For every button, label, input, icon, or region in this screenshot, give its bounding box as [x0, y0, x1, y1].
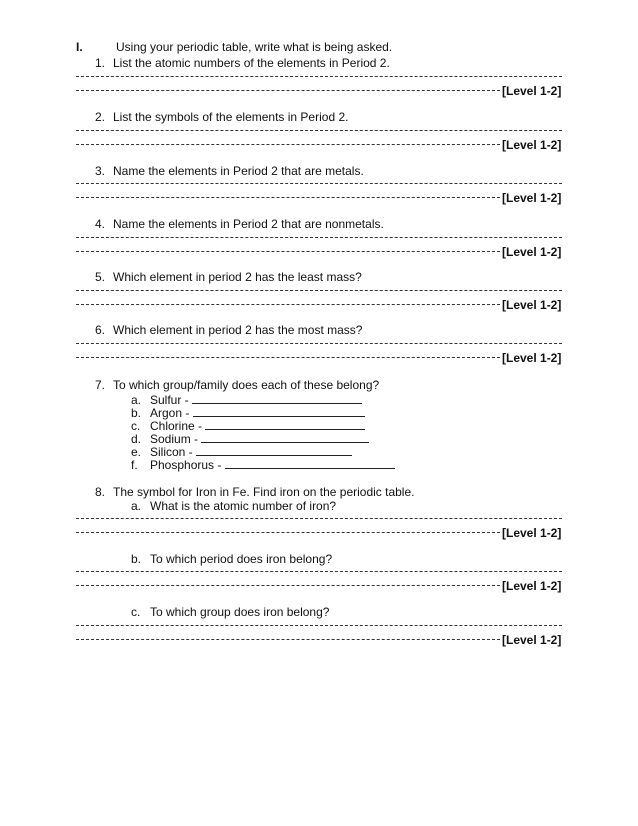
list-item [150, 419, 365, 433]
sub-question-b-letter: b. [131, 552, 142, 566]
question-8-text: The symbol for Iron in Fe. Find iron on the periodic table. [113, 485, 415, 499]
answer-blank[interactable] [193, 406, 365, 417]
element-label: Phosphorus - [150, 458, 222, 472]
list-item [150, 445, 352, 459]
answer-blank[interactable] [205, 419, 365, 430]
answer-line [76, 76, 562, 77]
question-6-number: 6. [95, 323, 106, 337]
list-item-letter: b. [131, 406, 142, 420]
answer-line [76, 639, 500, 640]
level-label: [Level 1-2] [502, 298, 562, 312]
answer-line [76, 625, 562, 626]
question-6-text: Which element in period 2 has the most mass? [113, 323, 363, 337]
answer-line [76, 357, 500, 358]
list-item [150, 393, 362, 407]
question-3-text: Name the elements in Period 2 that are metals. [113, 164, 364, 178]
list-item-letter: a. [131, 393, 142, 407]
answer-blank[interactable] [192, 393, 362, 404]
sub-question-c-letter: c. [131, 605, 141, 619]
answer-line [76, 90, 500, 91]
answer-line [76, 130, 562, 131]
level-label: [Level 1-2] [502, 526, 562, 540]
answer-blank[interactable] [196, 445, 352, 456]
question-1-number: 1. [95, 56, 106, 70]
element-label: Chlorine - [150, 419, 203, 433]
question-2-text: List the symbols of the elements in Period 2. [113, 110, 349, 124]
section-numeral: I. [76, 40, 83, 54]
element-label: Silicon - [150, 445, 193, 459]
list-item [150, 458, 395, 472]
sub-question-a-text: What is the atomic number of iron? [150, 499, 337, 513]
question-1-text: List the atomic numbers of the elements in Period 2. [113, 56, 390, 70]
question-5-number: 5. [95, 270, 106, 284]
answer-line [76, 343, 562, 344]
answer-line [76, 532, 500, 533]
list-item [150, 432, 369, 446]
list-item-letter: d. [131, 432, 142, 446]
answer-line [76, 585, 500, 586]
section-instruction: Using your periodic table, write what is being asked. [116, 40, 393, 54]
answer-line [76, 290, 562, 291]
sub-question-b-text: To which period does iron belong? [150, 552, 333, 566]
element-label: Sulfur - [150, 393, 189, 407]
question-3-number: 3. [95, 164, 106, 178]
question-4-number: 4. [95, 217, 106, 231]
answer-line [76, 237, 562, 238]
answer-blank[interactable] [225, 458, 395, 469]
question-8-number: 8. [95, 485, 106, 499]
question-4-text: Name the elements in Period 2 that are nonmetals. [113, 217, 384, 231]
list-item-letter: c. [131, 419, 141, 433]
question-5-text: Which element in period 2 has the least mass? [113, 270, 362, 284]
answer-blank[interactable] [201, 432, 369, 443]
element-label: Argon - [150, 406, 190, 420]
question-2-number: 2. [95, 110, 106, 124]
element-label: Sodium - [150, 432, 199, 446]
level-label: [Level 1-2] [502, 138, 562, 152]
list-item-letter: e. [131, 445, 142, 459]
answer-line [76, 304, 500, 305]
level-label: [Level 1-2] [502, 351, 562, 365]
level-label: [Level 1-2] [502, 633, 562, 647]
answer-line [76, 518, 562, 519]
sub-question-c-text: To which group does iron belong? [150, 605, 330, 619]
level-label: [Level 1-2] [502, 245, 562, 259]
answer-line [76, 183, 562, 184]
answer-line [76, 251, 500, 252]
answer-line [76, 197, 500, 198]
sub-question-a-letter: a. [131, 499, 142, 513]
question-7-text: To which group/family does each of these belong? [113, 378, 380, 392]
list-item [150, 406, 365, 420]
question-7-number: 7. [95, 378, 106, 392]
level-label: [Level 1-2] [502, 579, 562, 593]
level-label: [Level 1-2] [502, 84, 562, 98]
answer-line [76, 571, 562, 572]
answer-line [76, 144, 500, 145]
list-item-letter: f. [131, 458, 138, 472]
level-label: [Level 1-2] [502, 191, 562, 205]
